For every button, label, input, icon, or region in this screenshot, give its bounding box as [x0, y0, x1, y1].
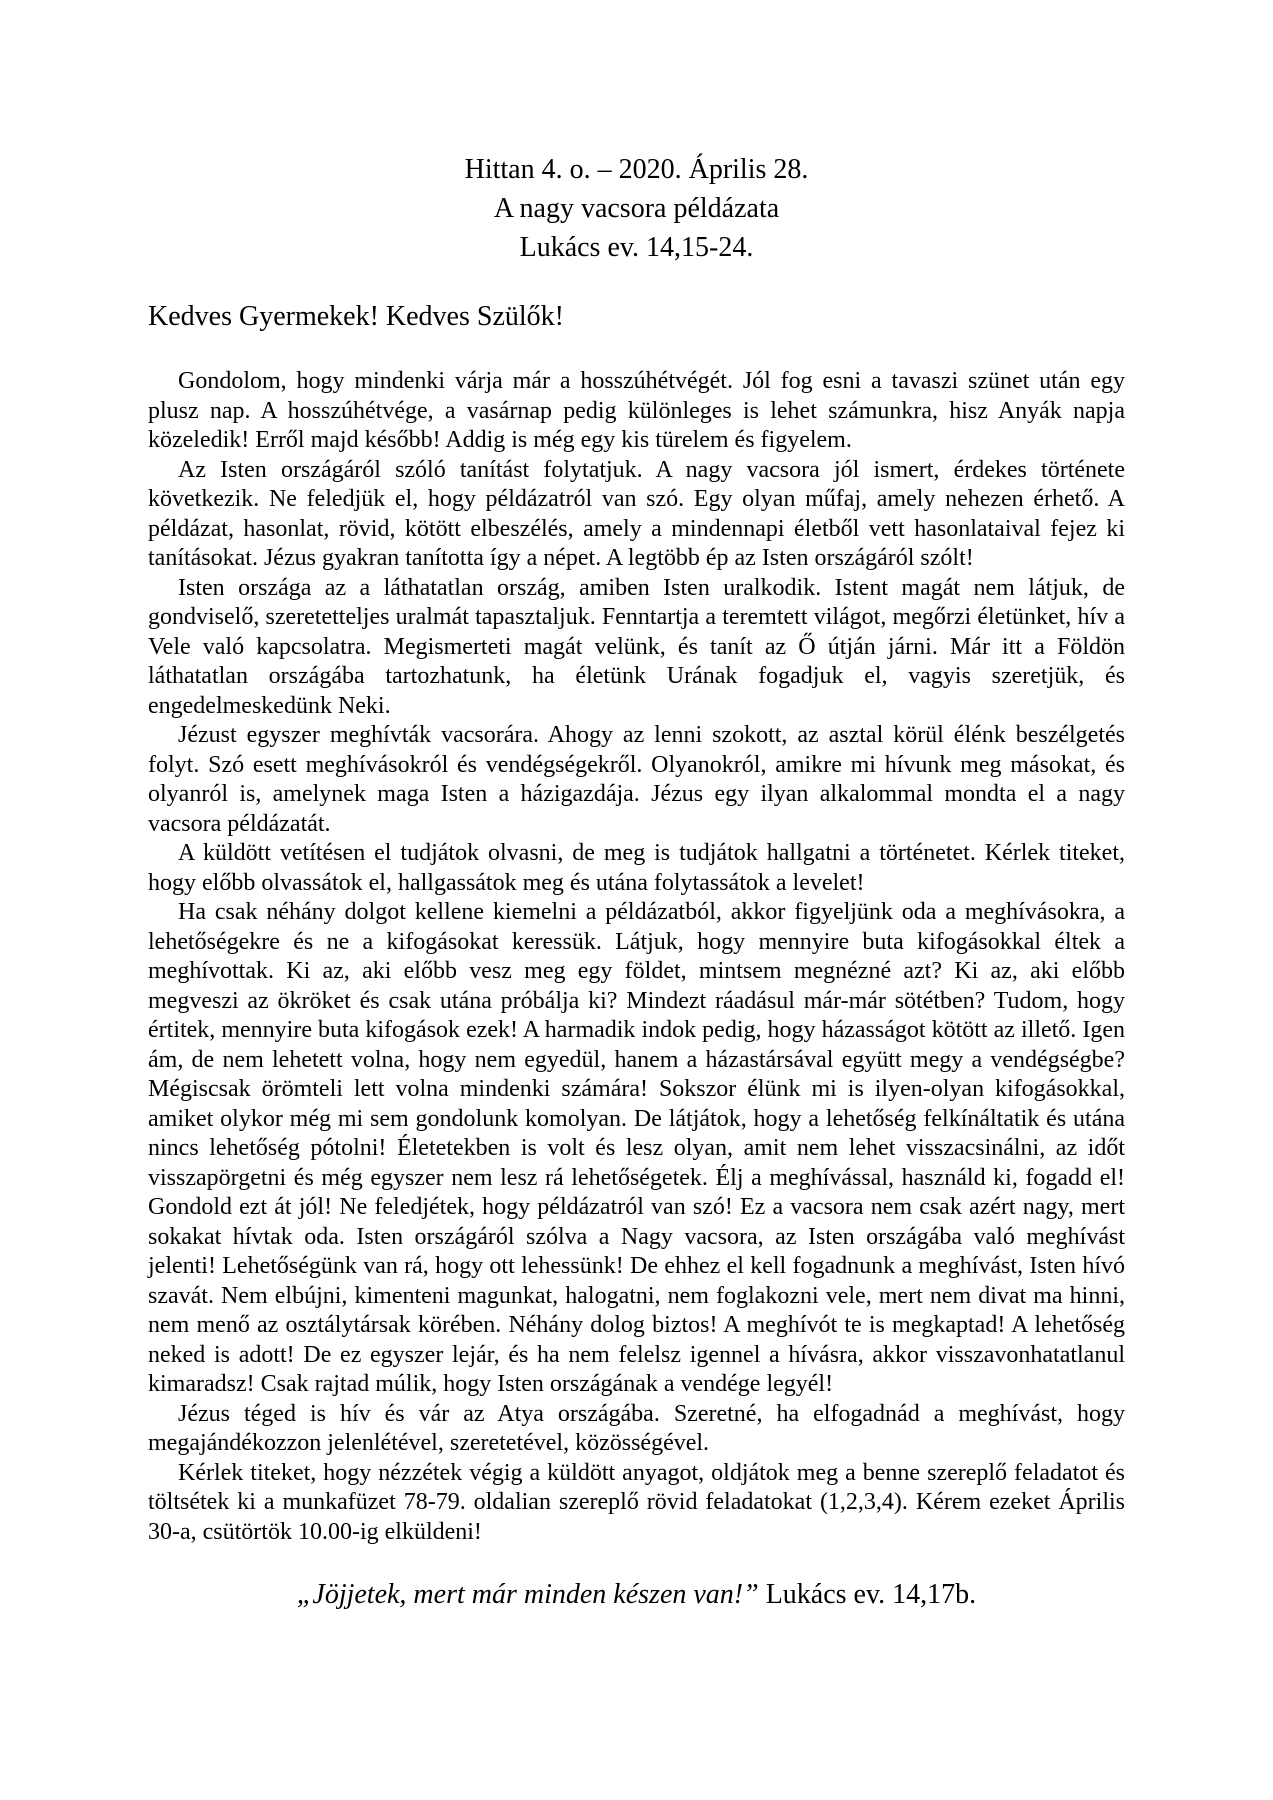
- letter-body: [148, 367, 1125, 1547]
- paragraph-intro: Gondolom, hogy mindenki várja már a hosszúhétvégét. Jól fog esni a tavaszi szünet után egy plusz nap. A hosszúhétvége, a vasárnap pedig különleges is lehet számunkra, hisz Anyák napja közeledik! Erről majd később! Addig is még egy kis türelem és figyelem.: [148, 368, 1125, 453]
- paragraph-jesus-dinner: Jézust egyszer meghívták vacsorára. Ahogy az lenni szokott, az asztal körül élénk beszélgetés folyt. Szó esett meghívásokról és vendégségekről. Olyanokról, amikre mi hívunk meg másokat, és olyanról is, amelynek maga Isten a házigazdája. Jézus egy ilyan alkalommal mondta el a nagy vacsora példázatát.: [148, 722, 1125, 837]
- paragraph-excuses: Ha csak néhány dolgot kellene kiemelni a példázatból, akkor figyeljünk oda a meghívásokra, a lehetőségekre és ne a kifogásokat keressük. Látjuk, hogy mennyire buta kifogásokkal éltek a meghívottak. Ki az, aki előbb vesz meg egy földet, mintsem megnézné azt? Ki az, aki előbb megveszi az ökröket és csak utána próbálja ki? Mindezt ráadásul már-már sötétben? Tudom, hogy értitek, mennyire buta kifogások ezek! A harmadik indok pedig, hogy házasságot kötött az illető. Igen ám, de nem lehetett volna, hogy nem egyedül, hanem a házastársával együtt megy a vendégségbe? Mégiscsak örömteli lett volna mindenki számára! Sokszor élünk mi is ilyen-olyan kifogásokkal, amiket olykor még mi sem gondolunk komolyan. De látjátok, hogy a lehetőség felkínáltatik és utána nincs lehetőség pótolni! Életetekben is volt és lesz olyan, amit nem lehet visszacsinálni, az időt visszapörgetni és még egyszer nem lesz rá lehetőségetek. Élj a meghívással, használd ki, fogadd el! Gondold ezt át jól! Ne feledjétek, hogy példázatról van szó! Ez a vacsora nem csak azért nagy, mert sokakat hívtak oda. Isten országáról szólva a Nagy vacsora, az Isten országába való meghívást jelenti! Lehetőségünk van rá, hogy ott lehessünk! De ehhez el kell fogadnunk a meghívást, Isten hívó szavát. Nem elbújni, kimenteni magunkat, halogatni, nem foglakozni vele, mert nem divat ma hinni, nem menő az osztálytársak körében. Néhány dolog biztos! A meghívót te is megkaptad! A lehetőség neked is adott! De ez egyszer lejár, és ha nem felelsz igennel a hívásra, akkor visszavonhatatlanul kimaradsz! Csak rajtad múlik, hogy Isten országának a vendége legyél!: [148, 899, 1125, 1397]
- quote-citation: Lukács ev. 14,17b.: [765, 1579, 977, 1610]
- document-title-block: [148, 150, 1125, 267]
- paragraph-gods-kingdom: Isten országa az a láthatatlan ország, amiben Isten uralkodik. Istent magát nem látjuk, de gondviselő, szeretetteljes uralmát tapasztaljuk. Fenntartja a teremtett világot, megőrzi életünket, hív a Vele való kapcsolatra. Megismerteti magát velünk, és tanít az Ő útján járni. Már itt a Földön láthatatlan országába tartozhatunk, ha életünk Urának fogadjuk el, vagyis szeretjük, és engedelmeskedünk Neki.: [148, 574, 1125, 719]
- greeting-line: Kedves Gyermekek! Kedves Szülők!: [148, 301, 564, 332]
- title-line-scripture-ref: Lukács ev. 14,15-24.: [519, 232, 754, 263]
- paragraph-teaching-continues: Az Isten országáról szóló tanítást folytatjuk. A nagy vacsora jól ismert, érdekes története következik. Ne feledjük el, hogy példázatról van szó. Egy olyan műfaj, amely nehezen érhető. A példázat, hasonlat, rövid, kötött elbeszélés, amely a mindennapi életből vett hasonlataival fejez ki tanításokat. Jézus gyakran tanította így a népet. A legtöbb ép az Isten országáról szólt!: [148, 456, 1125, 571]
- title-line-lesson-title: A nagy vacsora példázata: [493, 193, 780, 224]
- title-line-course-date: Hittan 4. o. – 2020. Április 28.: [464, 154, 809, 185]
- paragraph-read-listen: A küldött vetítésen el tudjátok olvasni, de meg is tudjátok hallgatni a történetet. Kérlek titeket, hogy előbb olvassátok el, hallgassátok meg és utána folytassátok a levelet!: [148, 840, 1125, 896]
- paragraph-homework: Kérlek titeket, hogy nézzétek végig a küldött anyagot, oldjátok meg a benne szereplő feladatot és töltsétek ki a munkafüzet 78-79. oldalian szereplő rövid feladatokat (1,2,3,4). Kérem ezeket Április 30-a, csütörtök 10.00-ig elküldeni!: [148, 1459, 1125, 1545]
- closing-quote-line: [148, 1575, 1125, 1614]
- quote-text: „Jöjjetek, mert már minden készen van!”: [296, 1579, 759, 1610]
- paragraph-invitation: Jézus téged is hív és vár az Atya országába. Szeretné, ha elfogadnád a meghívást, hogy megajándékozzon jelenlétével, szeretetével, közösségével.: [148, 1400, 1125, 1456]
